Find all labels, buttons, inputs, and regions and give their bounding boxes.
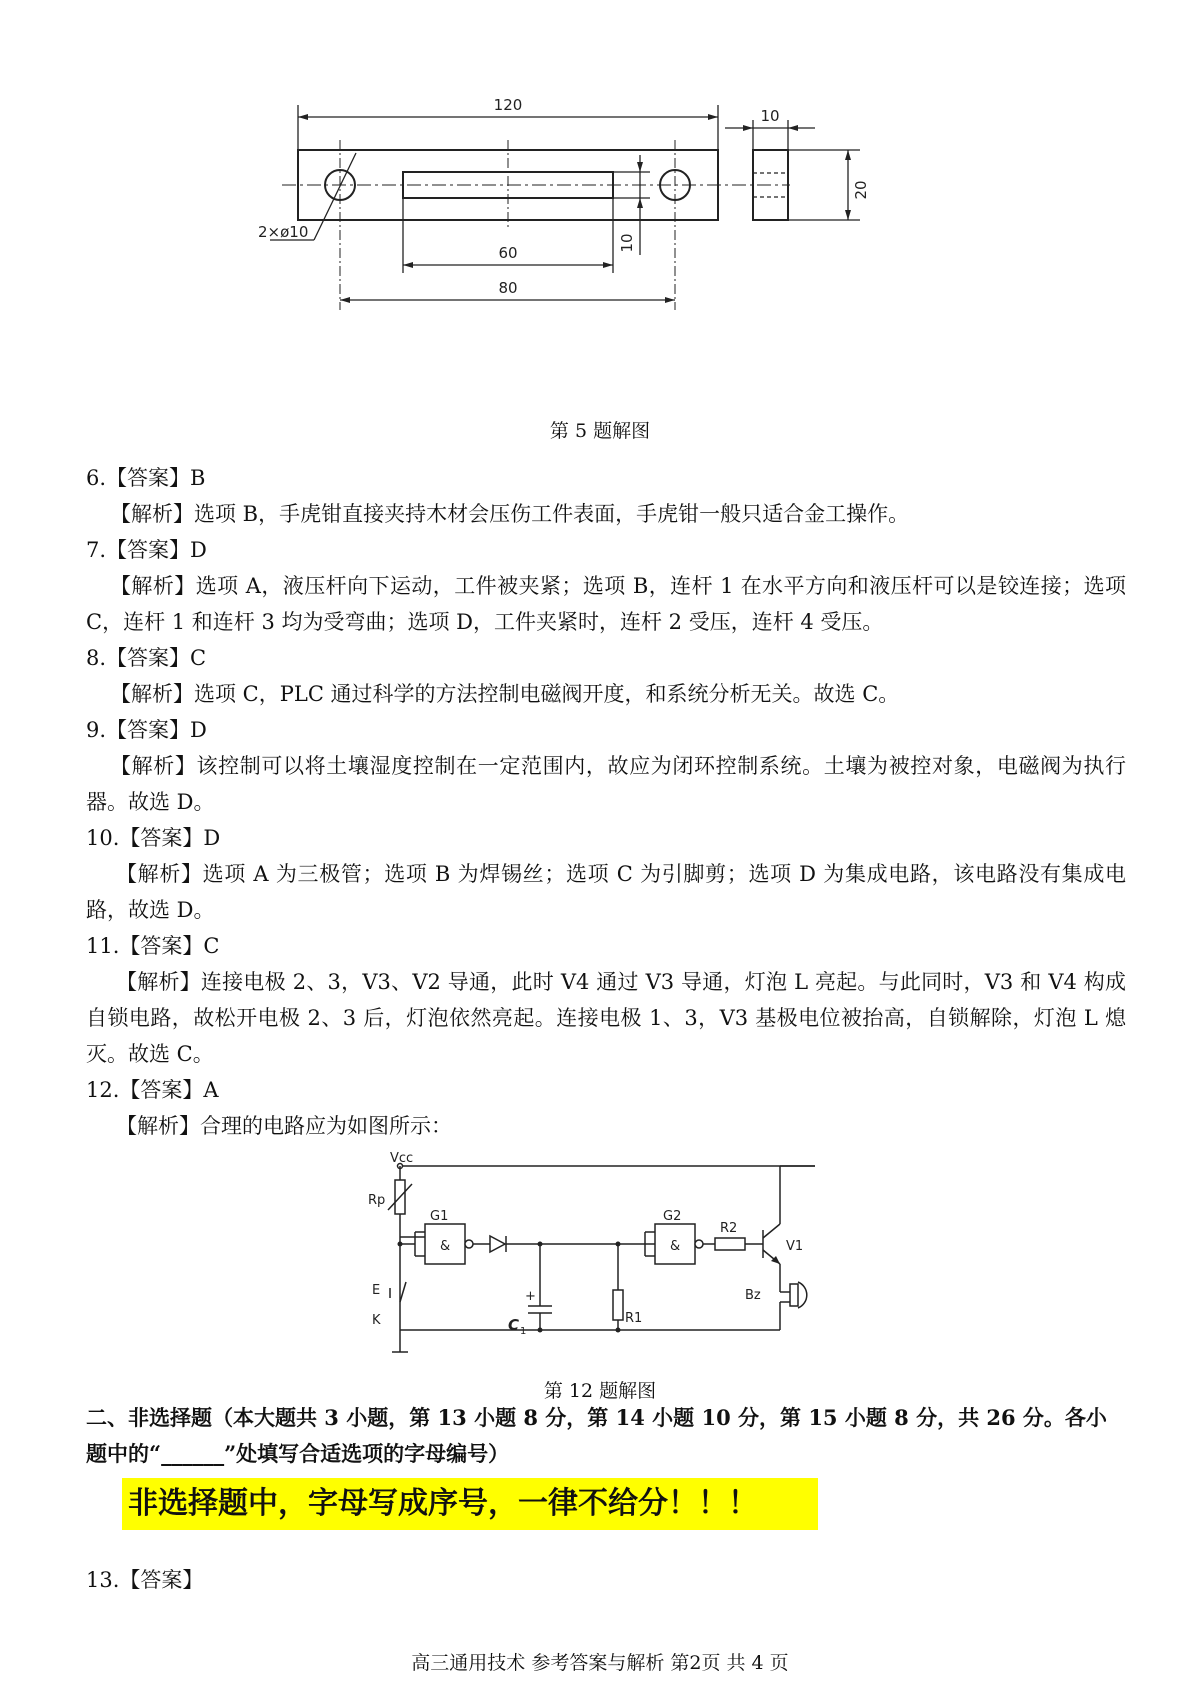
analysis-12: 【解析】合理的电路应为如图所示： [116, 1114, 452, 1138]
label-g2: G2 [663, 1209, 682, 1224]
analysis-6: 【解析】选项 B，手虎钳直接夹持木材会压伤工件表面，手虎钳一般只适合金工操作。 [110, 502, 910, 526]
answer-11: 11.【答案】C [86, 934, 220, 958]
page-footer: 高三通用技术 参考答案与解析 第2页 共 4 页 [411, 1652, 789, 1674]
figure12-circuit [360, 1152, 840, 1362]
analysis-7: 【解析】选项 A，液压杆向下运动，工件被夹紧；选项 B，连杆 1 在水平方向和液压杆可以是铰连接；选项 C，连杆 1 和连杆 3 均为受弯曲；选项 D，工件夹紧时，连杆 2 受压，连杆 4 受压。 [86, 574, 1126, 634]
answer-8: 8.【答案】C [86, 646, 207, 670]
dim-10-top: 10 [760, 107, 780, 125]
label-bz: Bz [745, 1288, 761, 1303]
label-plus: + [525, 1289, 536, 1304]
analysis-11: 【解析】连接电极 2、3，V3、V2 导通，此时 V4 通过 V3 导通，灯泡 L 亮起。与此同时，V3 和 V4 构成自锁电路，故松开电极 2、3 后，灯泡依然亮起。连接电极 1、3，V3 基极电位被抬高，自锁解除，灯泡 L 熄灭。故选 C。 [86, 970, 1126, 1066]
dim-120: 120 [493, 96, 523, 114]
label-v1: V1 [786, 1239, 804, 1254]
section2-title: 二、非选择题（本大题共 3 小题，第 13 小题 8 分，第 14 小题 10 分，第 15 小题 8 分，共 26 分。各小题中的“______”处填写合适选项的字母编号） [86, 1405, 1107, 1466]
label-and1: & [440, 1239, 451, 1254]
label-r1: R1 [625, 1311, 643, 1326]
label-vcc: Vcc [390, 1151, 414, 1166]
answer-10: 10.【答案】D [86, 826, 221, 850]
q13-answer: 13.【答案】 [86, 1568, 204, 1592]
notice-highlight: 非选择题中，字母写成序号，一律不给分！！！ [122, 1478, 818, 1530]
answer-6: 6.【答案】B [86, 466, 206, 490]
figure5-drawing [258, 95, 970, 355]
label-c1-sub: 1 [520, 1326, 527, 1337]
analysis-9: 【解析】该控制可以将土壤湿度控制在一定范围内，故应为闭环控制系统。土壤为被控对象，电磁阀为执行器。故选 D。 [86, 754, 1126, 814]
answer-7: 7.【答案】D [86, 538, 207, 562]
figure5-caption: 第 5 题解图 [549, 420, 651, 442]
label-rp: Rp [368, 1193, 386, 1208]
dim-slot-width: 10 [618, 233, 636, 253]
label-g1: G1 [430, 1209, 449, 1224]
figure12-caption: 第 12 题解图 [543, 1380, 657, 1402]
answer-9: 9.【答案】D [86, 718, 207, 742]
analysis-8: 【解析】选项 C，PLC 通过科学的方法控制电磁阀开度，和系统分析无关。故选 C。 [110, 682, 900, 706]
label-k: K [372, 1313, 381, 1328]
label-and2: & [670, 1239, 681, 1254]
label-c1: C [508, 1316, 520, 1334]
dim-20: 20 [852, 180, 870, 200]
label-r2: R2 [720, 1221, 738, 1236]
dim-hole: 2×ø10 [258, 223, 309, 241]
answer-12: 12.【答案】A [86, 1078, 219, 1102]
analysis-10: 【解析】选项 A 为三极管；选项 B 为焊锡丝；选项 C 为引脚剪；选项 D 为集成电路，该电路没有集成电路，故选 D。 [86, 862, 1126, 922]
dim-60: 60 [498, 244, 518, 262]
dim-80: 80 [498, 279, 518, 297]
label-e: E [372, 1283, 381, 1298]
